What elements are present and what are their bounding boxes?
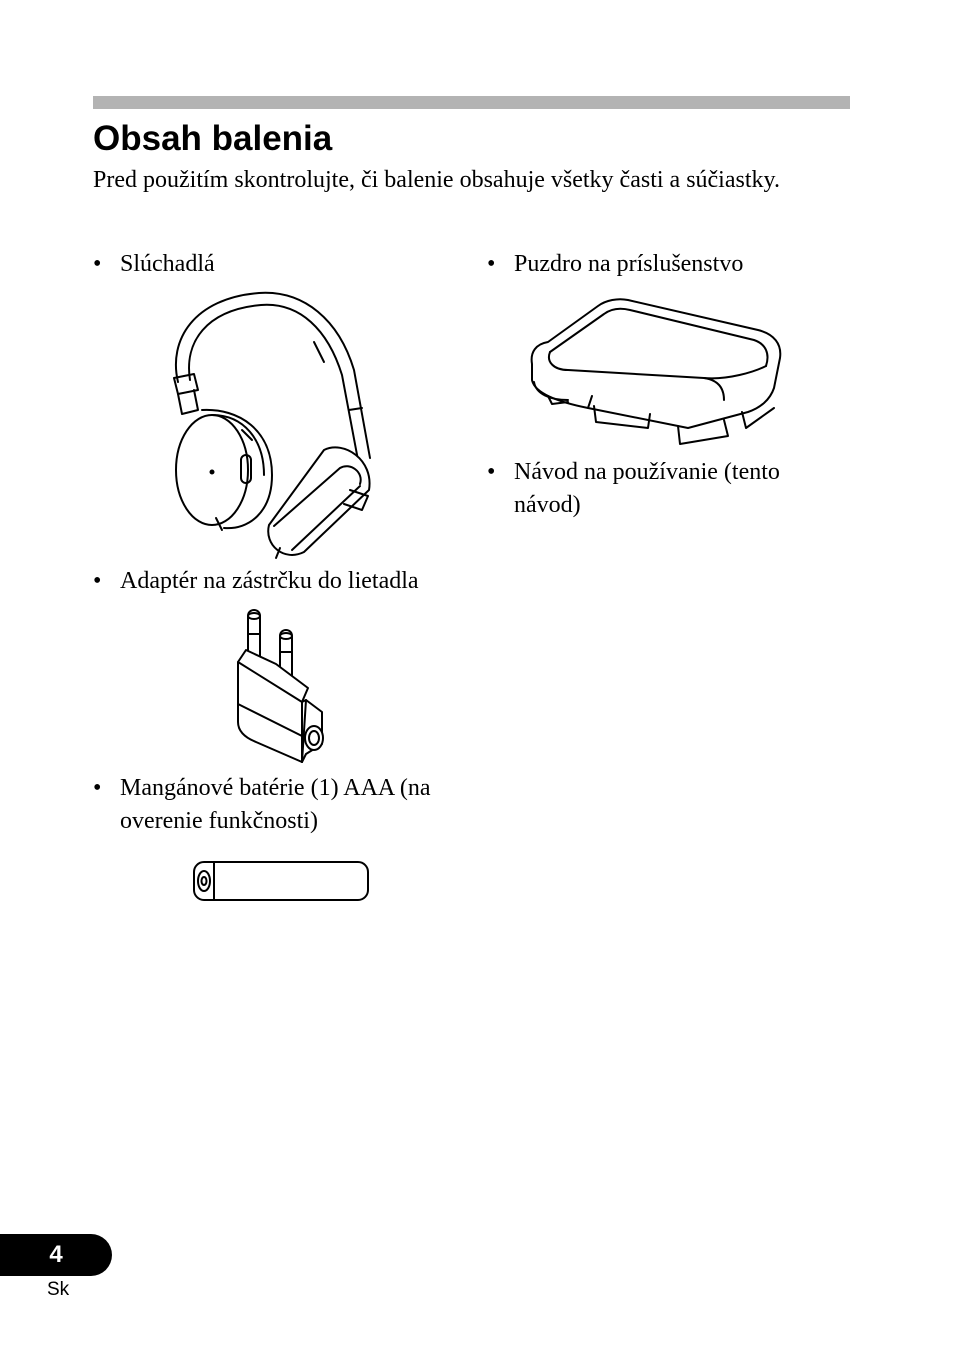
- section-header-rule: [93, 96, 850, 109]
- section-title: Obsah balenia: [93, 119, 333, 158]
- bullet: •: [487, 459, 496, 485]
- list-item-airplane-adapter: [93, 565, 473, 598]
- item-label: Slúchadlá: [120, 251, 215, 277]
- headphones-icon: [164, 290, 380, 560]
- list-item-headphones: [93, 248, 453, 281]
- bullet: •: [93, 568, 102, 594]
- item-label: Puzdro na príslušenstvo: [514, 251, 744, 277]
- intro-paragraph: Pred použitím skontrolujte, či balenie obsahuje všetky časti a súčiastky.: [93, 167, 780, 193]
- list-item-battery: [93, 772, 453, 838]
- airplane-plug-adapter-icon: [232, 604, 328, 762]
- page-number: 4: [49, 1241, 63, 1268]
- item-label: Mangánové batérie (1) AAA (na overenie funkčnosti): [120, 775, 431, 834]
- aaa-battery-icon: [192, 860, 370, 902]
- list-item-manual: [487, 456, 837, 522]
- language-code: Sk: [47, 1279, 70, 1300]
- item-label: Adaptér na zástrčku do lietadla: [120, 568, 419, 594]
- accessory-case-icon: [528, 296, 783, 448]
- bullet: •: [93, 775, 102, 801]
- list-item-accessory-case: [487, 248, 847, 281]
- page-number-badge: [0, 1234, 112, 1276]
- bullet: •: [487, 251, 496, 277]
- bullet: •: [93, 251, 102, 277]
- item-label: Návod na používanie (tento návod): [514, 459, 780, 518]
